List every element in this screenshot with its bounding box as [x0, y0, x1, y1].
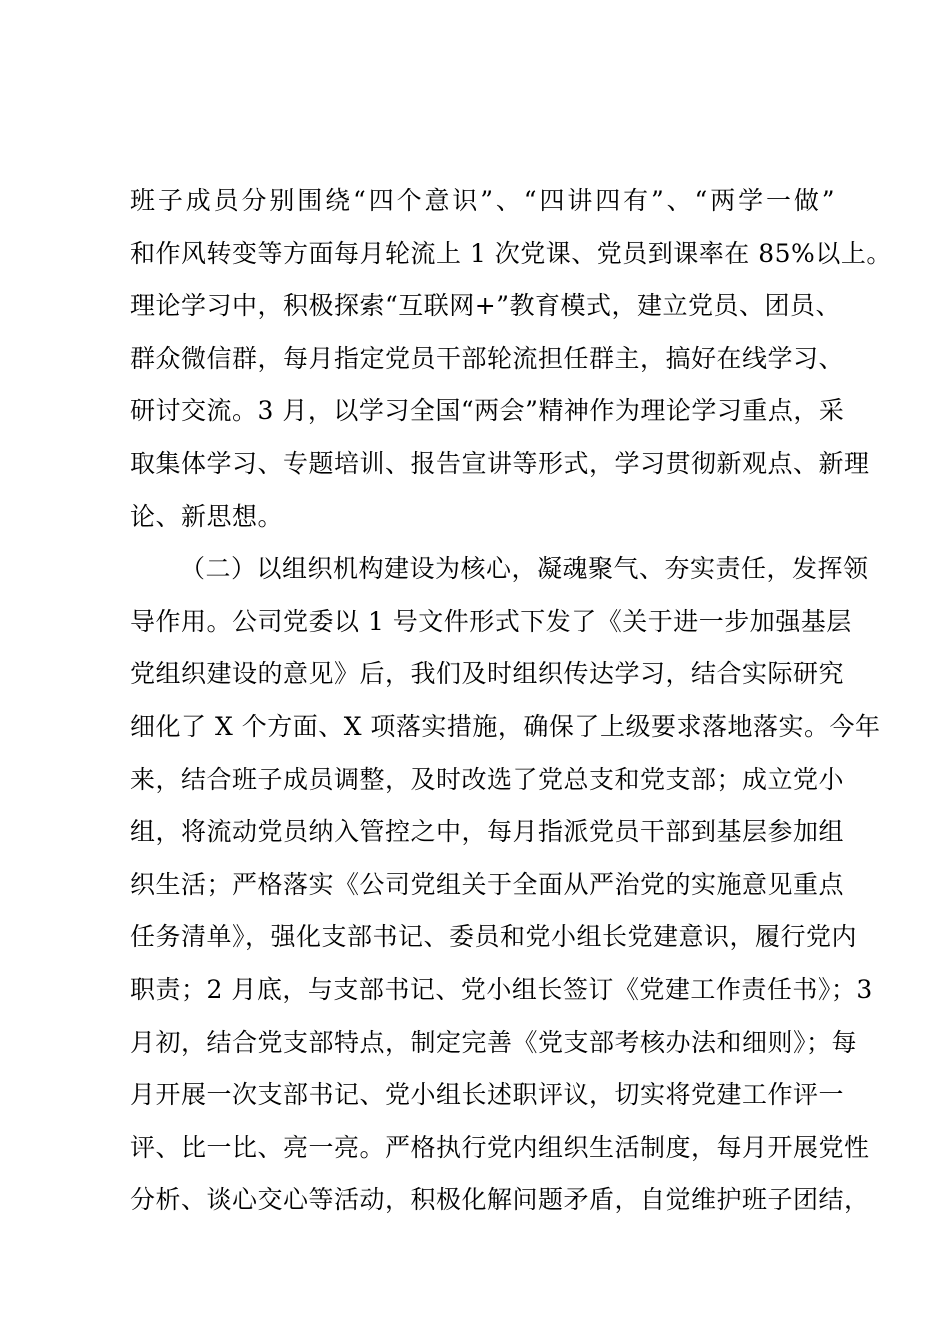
paragraph-line: 和作风转变等方面每月轮流上 1 次党课、党员到课率在 85%以上。 — [130, 238, 892, 268]
paragraph-line: 党组织建设的意见》后，我们及时组织传达学习，结合实际研究 — [130, 659, 845, 689]
paragraph-line: 月初，结合党支部特点，制定完善《党支部考核办法和细则》；每 — [130, 1027, 858, 1057]
paragraph-line: 导作用。公司党委以 1 号文件形式下发了《关于进一步加强基层 — [130, 606, 852, 636]
paragraph-line: 研讨交流。3 月，以学习全国“两会”精神作为理论学习重点，采 — [130, 396, 845, 426]
body-text — [130, 175, 892, 1227]
paragraph-line: 织生活；严格落实《公司党组关于全面从严治党的实施意见重点 — [130, 869, 845, 899]
paragraph-line: 理论学习中，积极探索“互联网+”教育模式，建立党员、团员、 — [130, 291, 842, 321]
paragraph-line: 来，结合班子成员调整，及时改选了党总支和党支部；成立党小 — [130, 764, 845, 794]
paragraph-line: 月开展一次支部书记、党小组长述职评议，切实将党建工作评一 — [130, 1080, 845, 1110]
paragraph-line: 班子成员分别围绕“四个意识”、“四讲四有”、“两学一做” — [130, 186, 835, 215]
paragraph-line: 任务清单》，强化支部书记、委员和党小组长党建意识，履行党内 — [130, 922, 858, 952]
section-heading-line: （二）以组织机构建设为核心，凝魂聚气、夯实责任，发挥领 — [180, 554, 869, 584]
paragraph-line: 群众微信群，每月指定党员干部轮流担任群主，搞好在线学习、 — [130, 343, 845, 373]
paragraph-line: 分析、谈心交心等活动，积极化解问题矛盾，自觉维护班子团结， — [130, 1185, 870, 1215]
paragraph-line: 职责；2 月底，与支部书记、党小组长签订《党建工作责任书》；3 — [130, 974, 873, 1004]
paragraph-line: 组，将流动党员纳入管控之中，每月指派党员干部到基层参加组 — [130, 817, 845, 847]
paragraph-line: 论、新思想。 — [130, 501, 284, 531]
paragraph-line: 取集体学习、专题培训、报告宣讲等形式，学习贯彻新观点、新理 — [130, 448, 870, 478]
paragraph-line: 评、比一比、亮一亮。严格执行党内组织生活制度，每月开展党性 — [130, 1132, 870, 1162]
paragraph-line: 细化了 X 个方面、X 项落实措施，确保了上级要求落地落实。今年 — [130, 711, 881, 741]
